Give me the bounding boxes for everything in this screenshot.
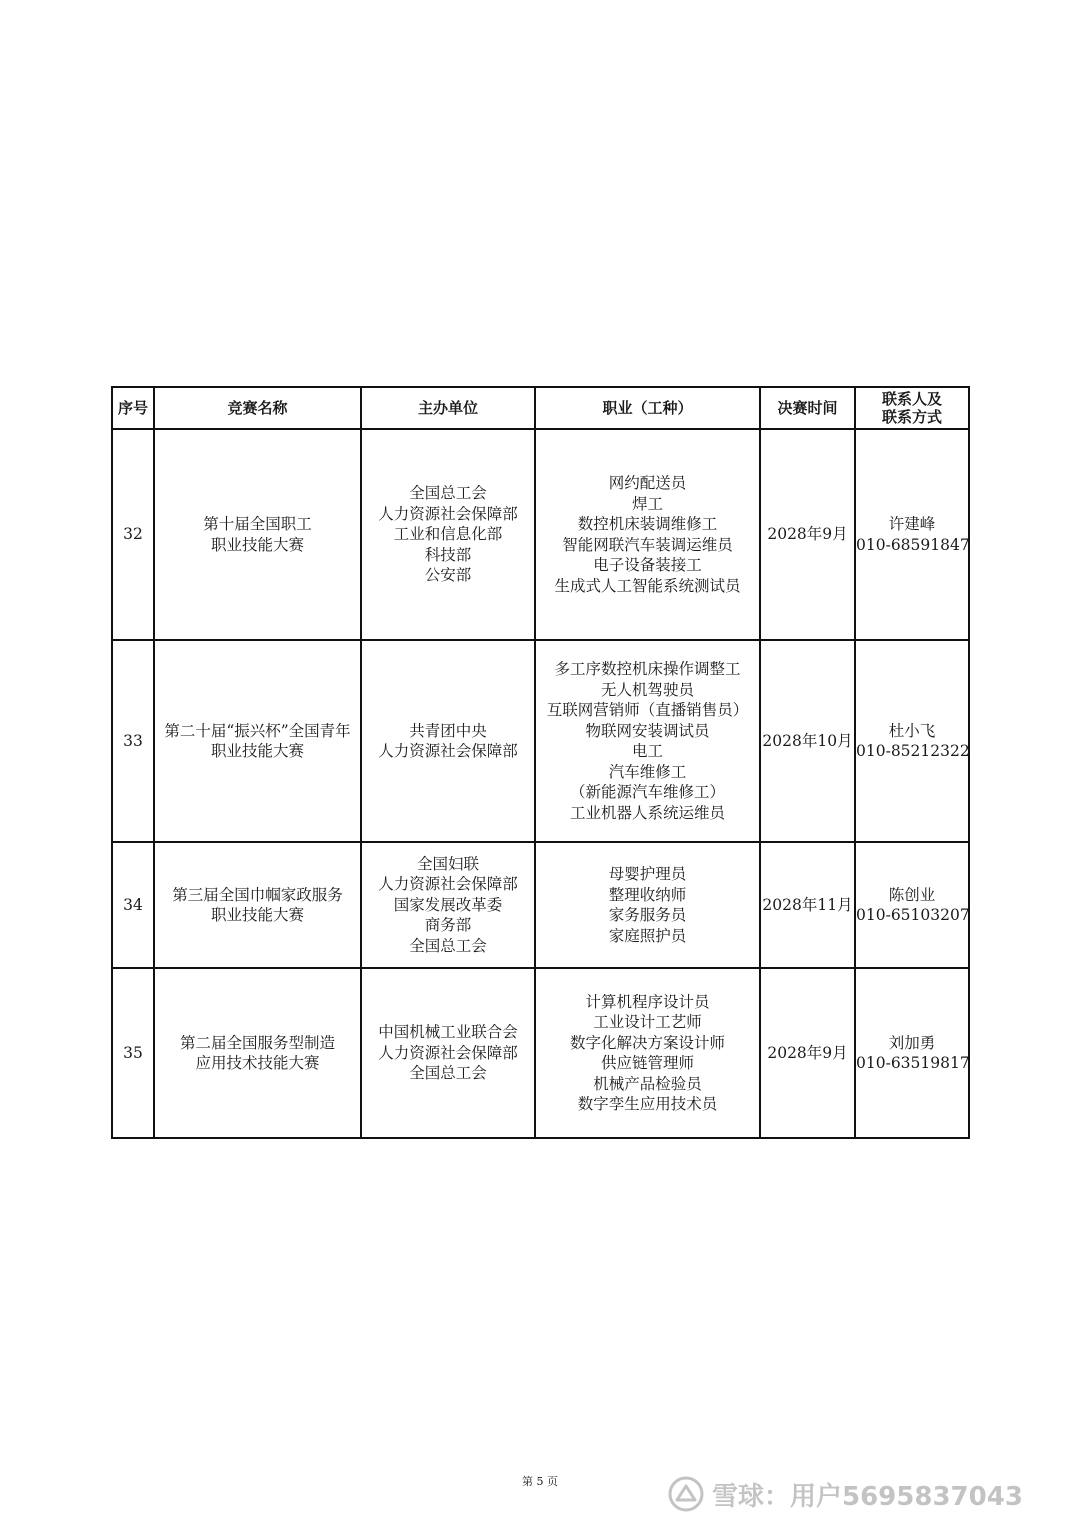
occupation-line: 互联网营销师（直播销售员） [546,701,749,719]
table-header-row [112,387,969,429]
competition-name-line: 职业技能大赛 [210,906,304,924]
header-contact-line: 联系方式 [881,408,942,426]
contact-phone: 010-85212322 [856,742,970,760]
occupation-line: 数字孪生应用技术员 [577,1095,718,1113]
occupation-line: 焊工 [631,494,663,513]
contact-phone: 010-65103207 [856,906,970,924]
organizer-line: 人力资源社会保障部 [378,1043,518,1062]
cell-occupations [535,429,760,640]
cell-name [154,842,361,968]
contact-phone: 010-63519817 [856,1054,970,1072]
cell-no: 35 [112,968,154,1138]
cell-contact [855,429,969,640]
occupation-line: 网约配送员 [608,474,687,492]
cell-date: 2028年10月 [760,640,855,842]
competition-name-line: 职业技能大赛 [210,535,304,554]
occupation-line: 汽车维修工 [608,762,687,781]
cell-name [154,968,361,1138]
organizer-line: 全国总工会 [409,484,487,503]
cell-name [154,640,361,842]
competition-name-line: 第二届全国服务型制造 [179,1033,335,1052]
cell-date: 2028年9月 [760,429,855,640]
occupation-line: 工业设计工艺师 [593,1013,702,1031]
occupation-line: 数控机床装调维修工 [577,515,718,533]
cell-organizers [361,968,535,1138]
contact-phone: 010-68591847 [856,535,970,554]
table-row [112,429,969,640]
occupation-line: 无人机驾驶员 [600,680,694,699]
cell-name [154,429,361,640]
competition-name-line: 第三届全国巾帼家政服务 [172,885,343,904]
occupation-line: 智能网联汽车装调运维员 [562,535,733,554]
header-contact-line: 联系人及 [881,390,942,408]
occupation-line: 家务服务员 [608,906,687,924]
competition-name-line: 职业技能大赛 [210,742,304,760]
cell-contact [855,842,969,968]
cell-occupations [535,968,760,1138]
organizer-line: 中国机械工业联合会 [378,1023,518,1042]
cell-date: 2028年11月 [760,842,855,968]
cell-occupations [535,640,760,842]
competition-name-line: 第十届全国职工 [203,515,312,533]
header-organizer: 主办单位 [361,387,535,429]
competition-name-line: 应用技术技能大赛 [195,1054,320,1072]
competition-table [111,386,970,1139]
occupation-line: 供应链管理师 [600,1054,694,1072]
organizer-line: 全国总工会 [409,936,487,955]
cell-organizers [361,640,535,842]
occupation-line: 整理收纳师 [608,885,687,904]
table-row [112,640,969,842]
cell-no: 32 [112,429,154,640]
occupation-line: （新能源汽车维修工） [569,783,725,801]
header-no: 序号 [112,387,154,429]
organizer-line: 商务部 [424,916,472,935]
header-name: 竞赛名称 [154,387,361,429]
organizer-line: 全国总工会 [409,1064,487,1083]
header-contact [855,387,969,429]
cell-date: 2028年9月 [760,968,855,1138]
occupation-line: 生成式人工智能系统测试员 [554,576,741,595]
organizer-line: 国家发展改革委 [393,895,503,914]
organizer-line: 全国妇联 [416,854,479,873]
cell-no: 34 [112,842,154,968]
organizer-line: 人力资源社会保障部 [378,875,518,894]
competition-name-line: 第二十届“振兴杯”全国青年 [164,721,351,740]
snowball-logo-icon [668,1476,704,1512]
watermark [668,1472,1023,1516]
contact-name: 许建峰 [888,515,936,533]
contact-name: 陈创业 [888,885,936,904]
occupation-line: 母婴护理员 [608,865,687,883]
cell-occupations [535,842,760,968]
header-occupation: 职业（工种） [535,387,760,429]
cell-organizers [361,842,535,968]
organizer-line: 人力资源社会保障部 [378,742,518,760]
cell-no: 33 [112,640,154,842]
occupation-line: 电工 [631,742,663,760]
cell-contact [855,968,969,1138]
table-row [112,968,969,1138]
organizer-line: 共青团中央 [409,721,487,740]
organizer-line: 人力资源社会保障部 [378,504,518,523]
occupation-line: 数字化解决方案设计师 [569,1033,725,1052]
occupation-line: 工业机器人系统运维员 [569,803,725,822]
occupation-line: 多工序数控机床操作调整工 [554,660,741,678]
contact-name: 刘加勇 [888,1033,936,1052]
contact-name: 杜小飞 [888,721,936,740]
cell-organizers [361,429,535,640]
watermark-text: 雪球：用户5695837043 [712,1481,1023,1512]
table-row [112,842,969,968]
organizer-line: 公安部 [424,566,472,585]
organizer-line: 科技部 [424,545,472,564]
occupation-line: 家庭照护员 [608,926,687,945]
occupation-line: 机械产品检验员 [593,1074,702,1093]
cell-contact [855,640,969,842]
occupation-line: 物联网安装调试员 [585,721,710,740]
page-number: 第 5 页 [522,1475,558,1488]
organizer-line: 工业和信息化部 [393,525,503,544]
occupation-line: 电子设备装接工 [593,556,702,574]
header-date: 决赛时间 [760,387,855,429]
occupation-line: 计算机程序设计员 [585,992,710,1011]
